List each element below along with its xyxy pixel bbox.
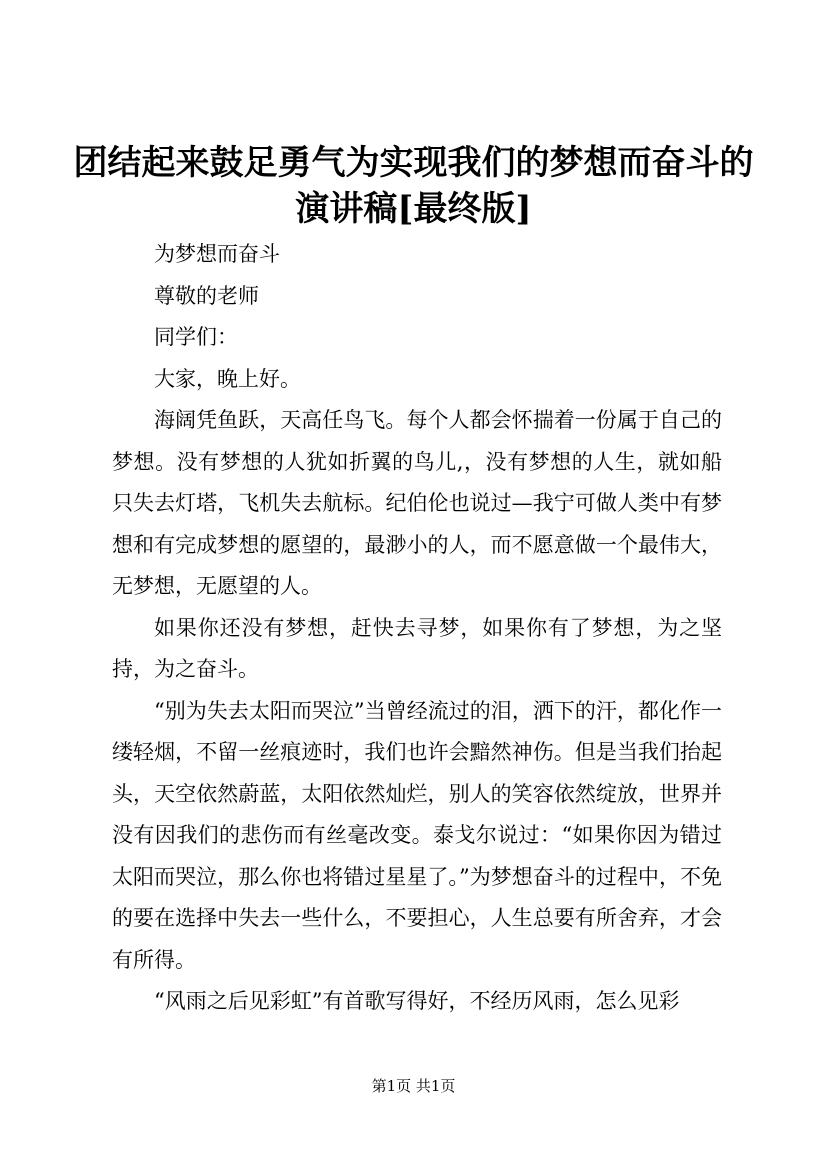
paragraph: 尊敬的老师	[154, 283, 259, 308]
page-footer: 第1页 共1页	[371, 1077, 456, 1095]
paragraph: “别为失去太阳而哭泣”当曾经流过的泪，洒下的汗，都化作一缕轻烟，不留一丝痕迹时，我们也许会黯然神伤。但是当我们抬起头，天空依然蔚蓝，太阳依然灿烂，别人的笑容依然绽放，世界并没有因我们的悲伤而有丝毫改变。泰戈尔说过：“如果你因为错过太阳而哭泣，那么你也将错过星星了。”为梦想奋斗的过程中，不免的要在选择中失去一些什么，不要担心，人生总要有所舍弃，才会有所得。	[112, 698, 722, 972]
document-title: 团结起来鼓足勇气为实现我们的梦想而奋斗的演讲稿[最终版]	[73, 143, 754, 229]
document-body	[112, 234, 722, 1023]
paragraph: 为梦想而奋斗	[154, 242, 280, 266]
paragraph: 如果你还没有梦想，赶快去寻梦，如果你有了梦想，为之坚持，为之奋斗。	[112, 615, 722, 681]
paragraph: 大家，晚上好。	[154, 366, 301, 391]
paragraph: 海阔凭鱼跃，天高任鸟飞。每个人都会怀揣着一份属于自己的梦想。没有梦想的人犹如折翼的鸟儿,，没有梦想的人生，就如船只失去灯塔，飞机失去航标。纪伯伦也说过—我宁可做人类中有梦想和有完成梦想的愿望的，最渺小的人，而不愿意做一个最伟大，无梦想，无愿望的人。	[112, 408, 722, 598]
paragraph: “风雨之后见彩虹”有首歌写得好，不经历风雨，怎么见彩	[154, 989, 680, 1013]
paragraph: 同学们：	[154, 325, 238, 349]
